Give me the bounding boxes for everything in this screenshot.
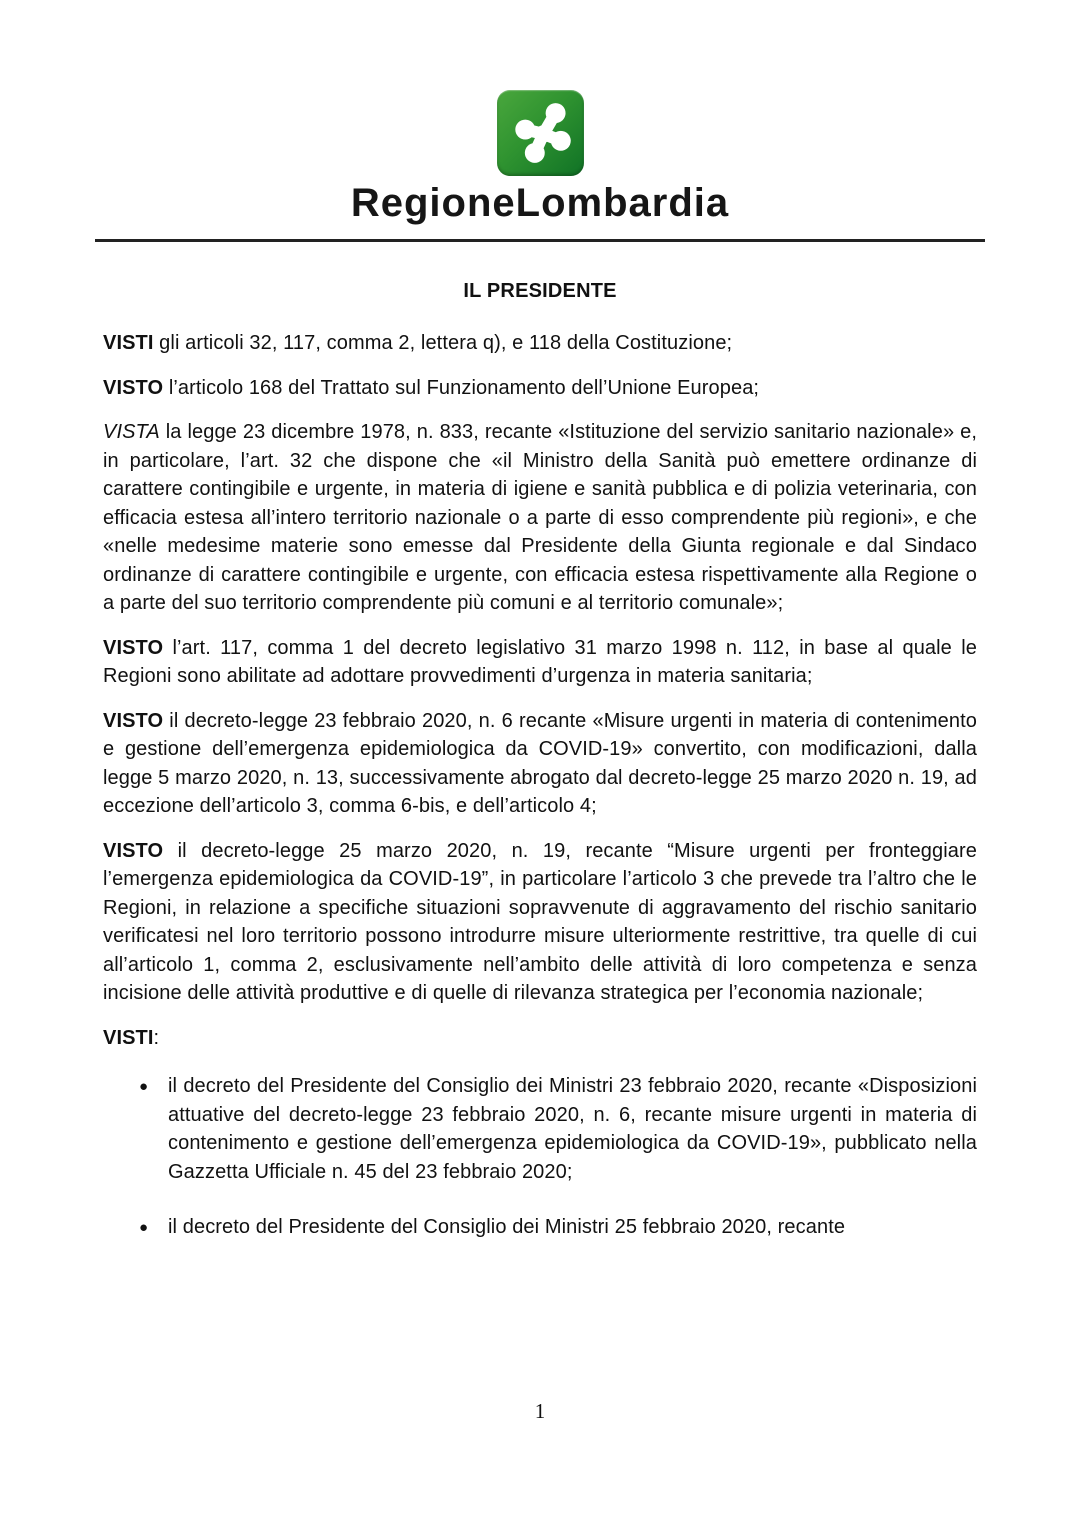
paragraph-text: il decreto-legge 25 marzo 2020, n. 19, recante “Misure urgenti per fronteggiare l’emergenza epidemiologica da COVID-19”, in particolare l’articolo 3 che prevede tra l’altro che le Regioni, in relazione a specifiche situazioni sopravvenute di aggravamento del rischio sanitario verificatesi nel loro territorio possono introdurre misure ulteriormente restrittive, tra quelle di cui all’articolo 1, comma 2, esclusivamente nell’ambito delle attività di loro competenza e senza incisione delle attività produttive e di quelle di rilevanza strategica per l’economia nazionale; [103, 839, 977, 1004]
document-footer [0, 1399, 1080, 1424]
paragraph-text: il decreto-legge 23 febbraio 2020, n. 6 recante «Misure urgenti in materia di contenimento e gestione dell’emergenza epidemiologica da COVID-19» convertito, con modificazioni, dalla legge 5 marzo 2020, n. 13, successivamente abrogato dal decreto-legge 25 marzo 2020 n. 19, ad eccezione dell’articolo 3, comma 6-bis, e dell’articolo 4; [103, 709, 977, 817]
paragraph-lead: VISTI [103, 332, 154, 354]
list-item [103, 1072, 977, 1186]
paragraph [103, 707, 977, 821]
rosa-camuna-icon [501, 94, 579, 172]
paragraph-lead: VISTO [103, 709, 164, 732]
page-number: 1 [534, 1399, 546, 1423]
paragraph-text: : [153, 1026, 160, 1049]
paragraph-lead: VISTA [103, 421, 160, 443]
list-item-text: il decreto del Presidente del Consiglio dei Ministri 23 febbraio 2020, recante «Disposizioni attuative del decreto-legge 23 febbraio 2020, n. 6, recante misure urgenti in materia di contenimento e gestione dell’emergenza epidemiologica da COVID-19», pubblicato nella Gazzetta Ufficiale n. 45 del 23 febbraio 2020; [168, 1075, 977, 1183]
list-item-text: il decreto del Presidente del Consiglio dei Ministri 25 febbraio 2020, recante [168, 1216, 846, 1238]
paragraph [103, 374, 977, 403]
paragraph-text: l’art. 117, comma 1 del decreto legislativo 31 marzo 1998 n. 112, in base al quale le Regioni sono abilitate ad adottare provvedimenti d’urgenza in materia sanitaria; [103, 636, 977, 687]
bullet-list [103, 1072, 977, 1242]
bullet-icon: ● [139, 1219, 149, 1236]
paragraph [103, 837, 977, 1008]
header-rule [95, 239, 985, 242]
paragraph-text: gli articoli 32, 117, comma 2, lettera q), e 118 della Costituzione; [153, 332, 733, 354]
paragraph [103, 329, 977, 358]
paragraph [103, 634, 977, 691]
list-item [103, 1213, 977, 1242]
document-header [103, 0, 977, 242]
paragraph-lead: VISTO [103, 636, 164, 659]
paragraph-lead: VISTO [103, 839, 164, 862]
paragraph-lead: VISTI [103, 1026, 154, 1049]
paragraph [103, 1024, 977, 1053]
document-body [103, 329, 977, 1052]
logo-wordmark: RegioneLombardia [350, 181, 730, 225]
page-title: IL PRESIDENTE [463, 280, 617, 302]
paragraph-text: la legge 23 dicembre 1978, n. 833, recante «Istituzione del servizio sanitario nazionale» e, in particolare, l’art. 32 che dispone che «il Ministro della Sanità può emettere ordinanze di carattere contingibile e urgente, in materia di igiene e sanità pubblica e di polizia veterinaria, con efficacia estesa all’intero territorio nazionale o a parte di esso comprendente più regioni», e che «nelle medesime materie sono emesse dal Presidente della Giunta regionale e dal Sindaco ordinanze di carattere contingibile e urgente, con efficacia estesa rispettivamente alla Regione o a parte del suo territorio comprendente più comuni e al territorio comunale»; [103, 421, 977, 614]
regione-lombardia-logo [497, 90, 584, 176]
bullet-icon: ● [139, 1078, 149, 1095]
paragraph [103, 418, 977, 618]
paragraph-text: l’articolo 168 del Trattato sul Funzionamento dell’Unione Europea; [163, 376, 760, 399]
paragraph-lead: VISTO [103, 376, 164, 399]
